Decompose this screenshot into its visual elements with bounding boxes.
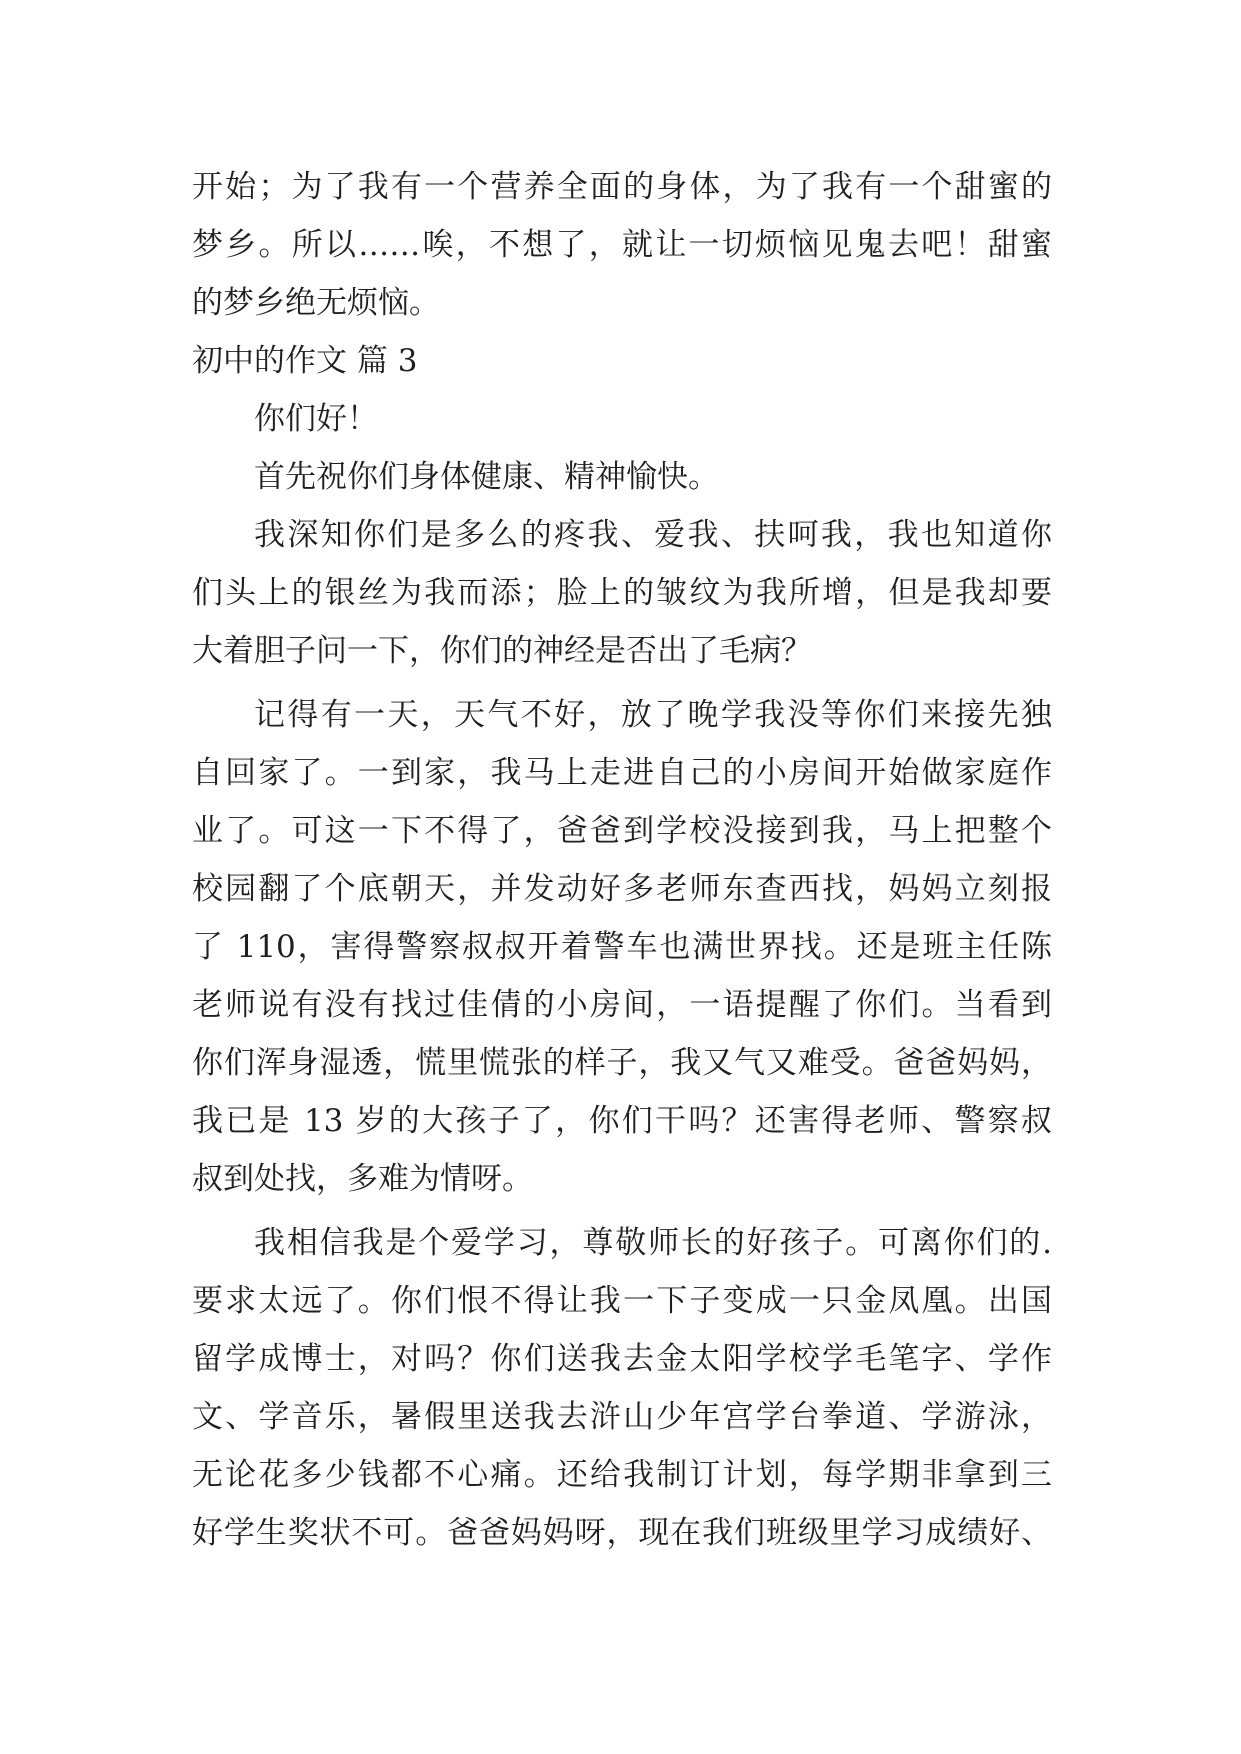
text-line: 的梦乡绝无烦恼。 bbox=[192, 285, 440, 321]
text-line: 我已是 13 岁的大孩子了，你们干吗？还害得老师、警察叔 bbox=[192, 1103, 1052, 1139]
text-line: 自回家了。一到家，我马上走进自己的小房间开始做家庭作 bbox=[192, 755, 1052, 791]
text-line: 留学成博士，对吗？你们送我去金太阳学校学毛笔字、学作 bbox=[192, 1341, 1052, 1377]
text-line: 叔到处找，多难为情呀。 bbox=[192, 1161, 533, 1197]
paragraph bbox=[192, 686, 1052, 1208]
text-line: 了 110，害得警察叔叔开着警车也满世界找。还是班主任陈 bbox=[192, 929, 1052, 965]
text-line: 业了。可这一下不得了，爸爸到学校没接到我，马上把整个 bbox=[192, 813, 1052, 849]
text-line: 我相信我是个爱学习，尊敬师长的好孩子。可离你们的. bbox=[254, 1225, 1052, 1261]
text-line: 大着胆子问一下，你们的神经是否出了毛病？ bbox=[192, 633, 812, 669]
text-line: 们头上的银丝为我而添；脸上的皱纹为我所增，但是我却要 bbox=[192, 575, 1052, 611]
previous-paragraph bbox=[192, 158, 1052, 332]
text-line: 要求太远了。你们恨不得让我一下子变成一只金凤凰。出国 bbox=[192, 1283, 1052, 1319]
text-line: 好学生奖状不可。爸爸妈妈呀，现在我们班级里学习成绩好、 bbox=[192, 1515, 1052, 1551]
text-line: 老师说有没有找过佳倩的小房间，一语提醒了你们。当看到 bbox=[192, 987, 1052, 1023]
paragraph bbox=[192, 506, 1052, 680]
document-body bbox=[192, 158, 1052, 1562]
text-line: 开始；为了我有一个营养全面的身体，为了我有一个甜蜜的 bbox=[192, 169, 1052, 205]
text-line: 梦乡。所以……唉，不想了，就让一切烦恼见鬼去吧！甜蜜 bbox=[192, 227, 1052, 263]
text-line: 文、学音乐，暑假里送我去浒山少年宫学台拳道、学游泳， bbox=[192, 1399, 1052, 1435]
opening-wish: 首先祝你们身体健康、精神愉快。 bbox=[254, 459, 719, 495]
text-line: 你们浑身湿透，慌里慌张的样子，我又气又难受。爸爸妈妈， bbox=[192, 1045, 1052, 1081]
paragraph bbox=[192, 1214, 1052, 1562]
text-line: 我深知你们是多么的疼我、爱我、扶呵我，我也知道你 bbox=[254, 517, 1052, 553]
greeting: 你们好！ bbox=[254, 401, 378, 437]
section-title: 初中的作文 篇 3 bbox=[192, 343, 418, 379]
text-line: 校园翻了个底朝天，并发动好多老师东查西找，妈妈立刻报 bbox=[192, 871, 1052, 907]
text-line: 无论花多少钱都不心痛。还给我制订计划，每学期非拿到三 bbox=[192, 1457, 1052, 1493]
text-line: 记得有一天，天气不好，放了晚学我没等你们来接先独 bbox=[254, 697, 1052, 733]
